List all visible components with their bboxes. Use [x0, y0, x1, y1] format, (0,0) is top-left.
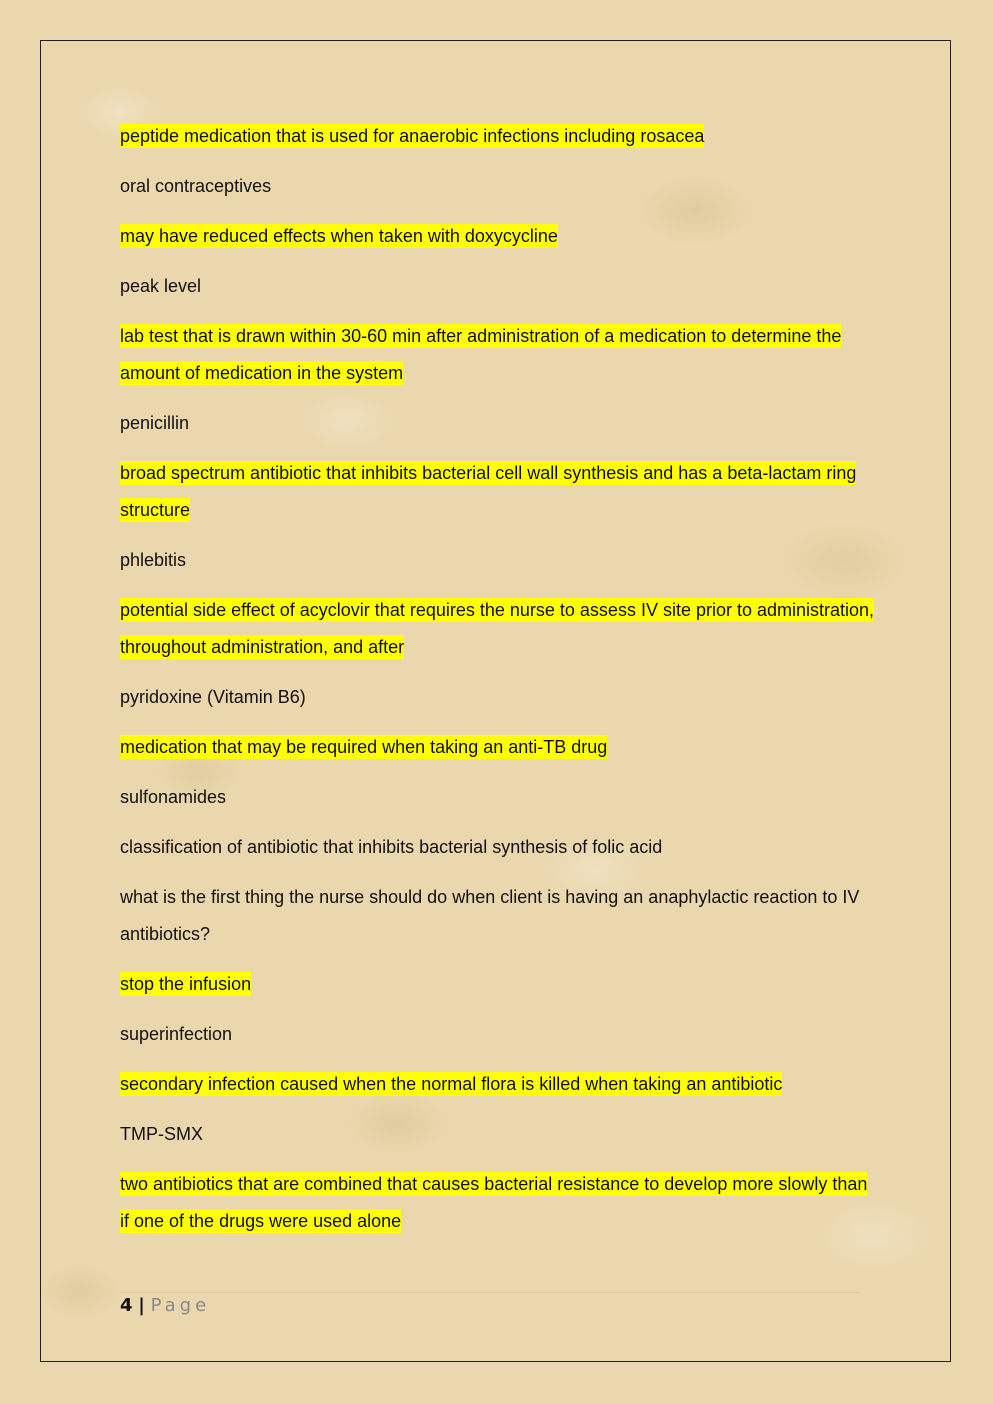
paragraph-text: penicillin — [120, 413, 190, 433]
paragraph-text: what is the first thing the nurse should do when client is having an anaphylactic reaction to IV antibiotics? — [120, 887, 860, 944]
footer-separator: | — [138, 1295, 145, 1316]
highlighted-paragraph — [120, 1066, 880, 1103]
term-paragraph — [120, 829, 880, 866]
highlighted-paragraph — [120, 118, 880, 155]
page-footer — [120, 1292, 860, 1316]
paragraph-text: oral contraceptives — [120, 176, 272, 196]
term-paragraph — [120, 168, 880, 205]
highlighted-paragraph — [120, 966, 880, 1003]
paragraph-text: classification of antibiotic that inhibits bacterial synthesis of folic acid — [120, 837, 663, 857]
highlighted-paragraph — [120, 1166, 880, 1240]
highlighted-paragraph — [120, 592, 880, 666]
paragraph-text: two antibiotics that are combined that causes bacterial resistance to develop more slowly than if one of the drugs were used alone — [120, 1174, 868, 1231]
term-paragraph — [120, 268, 880, 305]
paragraph-text: pyridoxine (Vitamin B6) — [120, 687, 306, 707]
term-paragraph — [120, 779, 880, 816]
term-paragraph — [120, 879, 880, 953]
paragraph-text: peptide medication that is used for anaerobic infections including rosacea — [120, 126, 705, 146]
paragraph-text: superinfection — [120, 1024, 233, 1044]
paragraph-text: lab test that is drawn within 30-60 min after administration of a medication to determine the amount of medication in the system — [120, 326, 842, 383]
paragraph-text: potential side effect of acyclovir that requires the nurse to assess IV site prior to administration, throughout administration, and after — [120, 600, 875, 657]
document-body — [120, 118, 880, 1253]
page-number: 4 — [120, 1295, 133, 1316]
term-paragraph — [120, 1016, 880, 1053]
highlighted-paragraph — [120, 729, 880, 766]
paragraph-text: TMP-SMX — [120, 1124, 203, 1144]
paragraph-text: secondary infection caused when the normal flora is killed when taking an antibiotic — [120, 1074, 783, 1094]
paragraph-text: may have reduced effects when taken with doxycycline — [120, 226, 558, 246]
paragraph-text: sulfonamides — [120, 787, 227, 807]
page-label: Page — [150, 1295, 211, 1316]
paragraph-text: peak level — [120, 276, 202, 296]
paragraph-text: medication that may be required when taking an anti-TB drug — [120, 737, 608, 757]
paragraph-text: phlebitis — [120, 550, 187, 570]
term-paragraph — [120, 679, 880, 716]
paragraph-text: broad spectrum antibiotic that inhibits bacterial cell wall synthesis and has a beta-lactam ring structure — [120, 463, 857, 520]
highlighted-paragraph — [120, 318, 880, 392]
term-paragraph — [120, 1116, 880, 1153]
term-paragraph — [120, 405, 880, 442]
term-paragraph — [120, 542, 880, 579]
paragraph-text: stop the infusion — [120, 974, 252, 994]
highlighted-paragraph — [120, 455, 880, 529]
highlighted-paragraph — [120, 218, 880, 255]
